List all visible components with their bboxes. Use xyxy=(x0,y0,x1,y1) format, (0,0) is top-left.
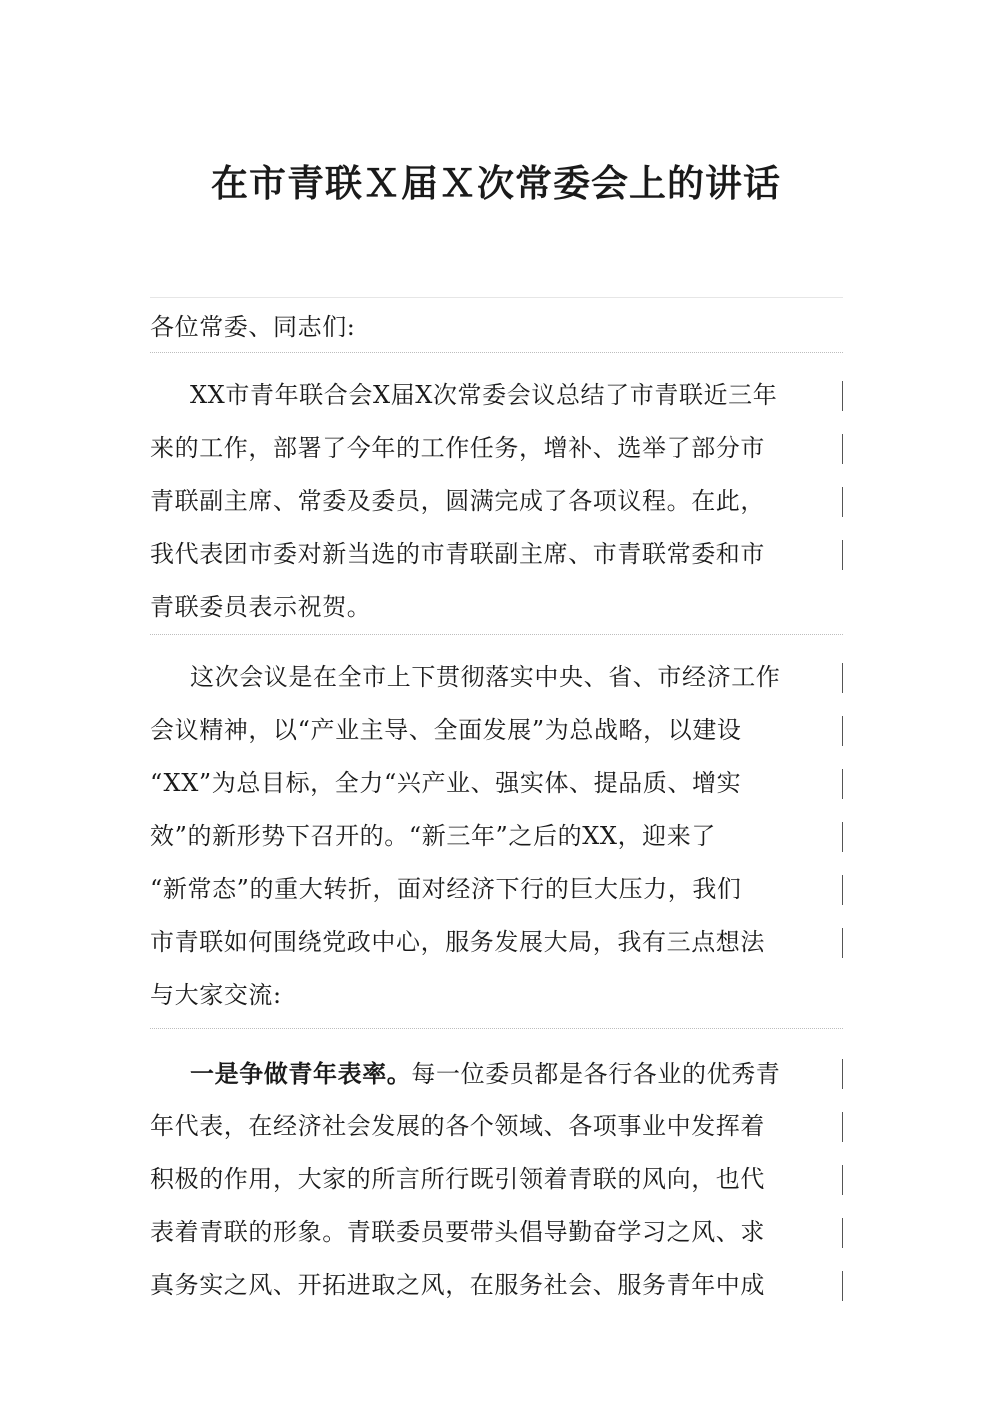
paragraph-3 xyxy=(150,1028,843,1318)
paragraph-line: 青联副主席、常委及委员，圆满完成了各项议程。在此， xyxy=(150,475,843,528)
paragraph-line: 来的工作，部署了今年的工作任务，增补、选举了部分市 xyxy=(150,422,843,475)
paragraph-line: “新常态”的重大转折，面对经济下行的巨大压力，我们 xyxy=(150,863,843,916)
paragraph-1 xyxy=(150,369,843,634)
paragraph-line: 我代表团市委对新当选的市青联副主席、市青联常委和市 xyxy=(150,528,843,581)
lead-continuation: 每一位委员都是各行各业的优秀青 xyxy=(411,1060,781,1088)
paragraph-line xyxy=(150,1047,843,1100)
document-body xyxy=(150,297,843,1318)
paragraph-2 xyxy=(150,634,843,1028)
paragraph-line: 真务实之风、开拓进取之风，在服务社会、服务青年中成 xyxy=(150,1259,843,1312)
paragraph-line: 与大家交流: xyxy=(150,981,282,1009)
greeting-line: 各位常委、同志们: xyxy=(150,313,356,341)
paragraph-line: 会议精神，以“产业主导、全面发展”为总战略，以建设 xyxy=(150,704,843,757)
paragraph-line: 表着青联的形象。青联委员要带头倡导勤奋学习之风、求 xyxy=(150,1206,843,1259)
lead-phrase: 一是争做青年表率。 xyxy=(190,1059,412,1088)
paragraph-line: 这次会议是在全市上下贯彻落实中央、省、市经济工作 xyxy=(150,651,843,704)
paragraph-line: “XX”为总目标，全力“兴产业、强实体、提品质、增实 xyxy=(150,757,843,810)
paragraph-line: 市青联如何围绕党政中心，服务发展大局，我有三点想法 xyxy=(150,916,843,969)
paragraph-line: XX市青年联合会X届X次常委会议总结了市青联近三年 xyxy=(150,369,843,422)
paragraph-line: 效”的新形势下召开的。“新三年”之后的XX，迎来了 xyxy=(150,810,843,863)
document-title: 在市青联Ｘ届Ｘ次常委会上的讲话 xyxy=(211,161,781,205)
paragraph-line: 积极的作用，大家的所言所行既引领着青联的风向，也代 xyxy=(150,1153,843,1206)
greeting-paragraph xyxy=(150,297,843,353)
paragraph-line: 青联委员表示祝贺。 xyxy=(150,593,372,621)
paragraph-line: 年代表，在经济社会发展的各个领域、各项事业中发挥着 xyxy=(150,1100,843,1153)
